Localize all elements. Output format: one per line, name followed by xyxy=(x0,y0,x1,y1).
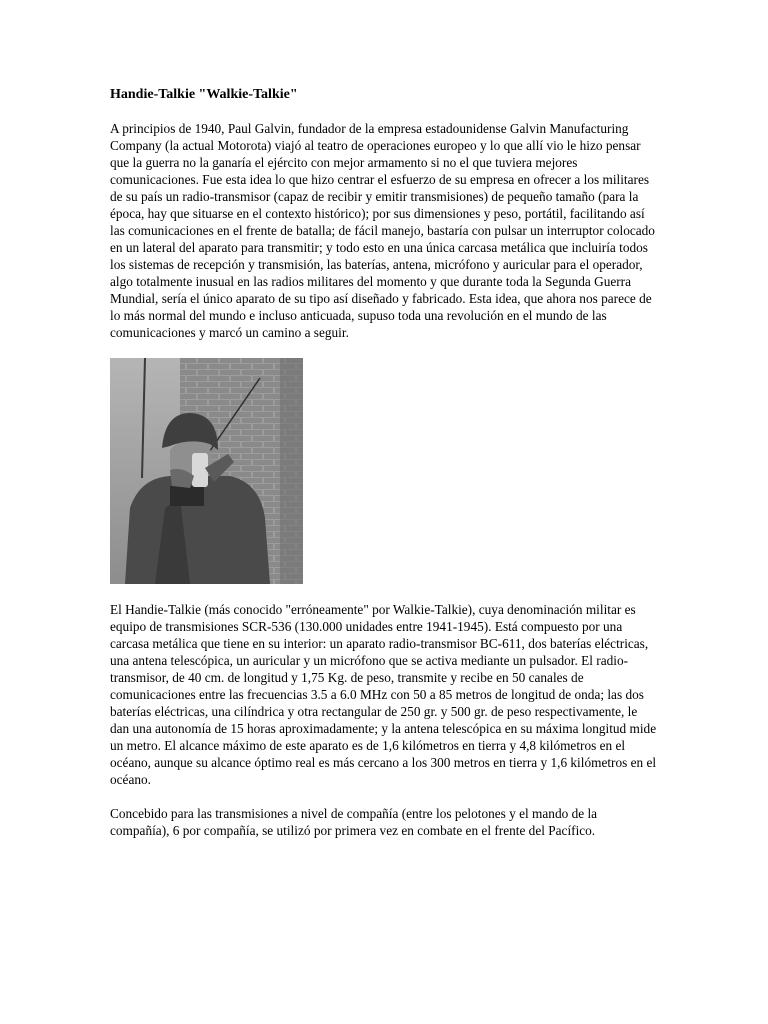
document-title: Handie-Talkie "Walkie-Talkie" xyxy=(110,87,298,102)
paragraph-usage: Concebido para las transmisiones a nivel de compañía (entre los pelotones y el mando de la compañía), 6 por compañía, se utilizó por primera vez en combate en el frente del Pacífico. xyxy=(110,806,598,838)
document-page xyxy=(110,86,658,856)
paragraph-specs: El Handie-Talkie (más conocido "erróneamente" por Walkie-Talkie), cuya denominación militar es equipo de transmisiones SCR-536 (130.000 unidades entre 1941-1945). Está compuesto por una carcasa metálica que tiene en su interior: un aparato radio-transmisor BC-611, dos baterías eléctricas, una antena telescópica, un auricular y un micrófono que se activa mediante un pulsador. El radio-transmisor, de 40 cm. de longitud y 1,75 Kg. de peso, transmite y recibe en 50 canales de comunicaciones entre las frecuencias 3.5 a 6.0 MHz con 50 a 85 metros de longitud de onda; las dos baterías eléctricas, una cilíndrica y otra rectangular de 250 gr. y 500 gr. de peso respectivamente, le dan una autonomía de 15 horas aproximadamente; y la antena telescópica en su máxima longitud mide un metro. El alcance máximo de este aparato es de 1,6 kilómetros en tierra y 4,8 kilómetros en el océano, aunque su alcance óptimo real es más cercano a los 300 metros en tierra y 1,6 kilómetros en el océano. xyxy=(110,602,657,787)
soldier-radio-photo xyxy=(110,358,303,584)
paragraph-intro: A principios de 1940, Paul Galvin, fundador de la empresa estadounidense Galvin Manufacturing Company (la actual Motorota) viajó al teatro de operaciones europeo y lo que allí vio le hizo pensar que la guerra no la ganaría el ejército con mejor armamento si no el que tuviera mejores comunicaciones. Fue esta idea lo que hizo centrar el esfuerzo de su empresa en ofrecer a los militares de su país un radio-transmisor (capaz de recibir y emitir transmisiones) de pequeño tamaño (para la época, hay que situarse en el contexto histórico); por sus dimensiones y peso, portátil, facilitando así las comunicaciones en el frente de batalla; de fácil manejo, bastaría con pulsar un interruptor colocado en un lateral del aparato para transmitir; y todo esto en una única carcasa metálica que incluiría todos los sistemas de recepción y transmisión, las baterías, antena, micrófono y auricular para el operador, algo totalmente inusual en las radios militares del momento y que durante toda la Segunda Guerra Mundial, sería el único aparato de su tipo así diseñado y fabricado. Esta idea, que ahora nos parece de lo más normal del mundo e incluso anticuada, supuso toda una revolución en el mundo de las comunicaciones y marcó un camino a seguir. xyxy=(110,121,655,340)
soldier-radio-photo-graphic xyxy=(110,358,303,584)
